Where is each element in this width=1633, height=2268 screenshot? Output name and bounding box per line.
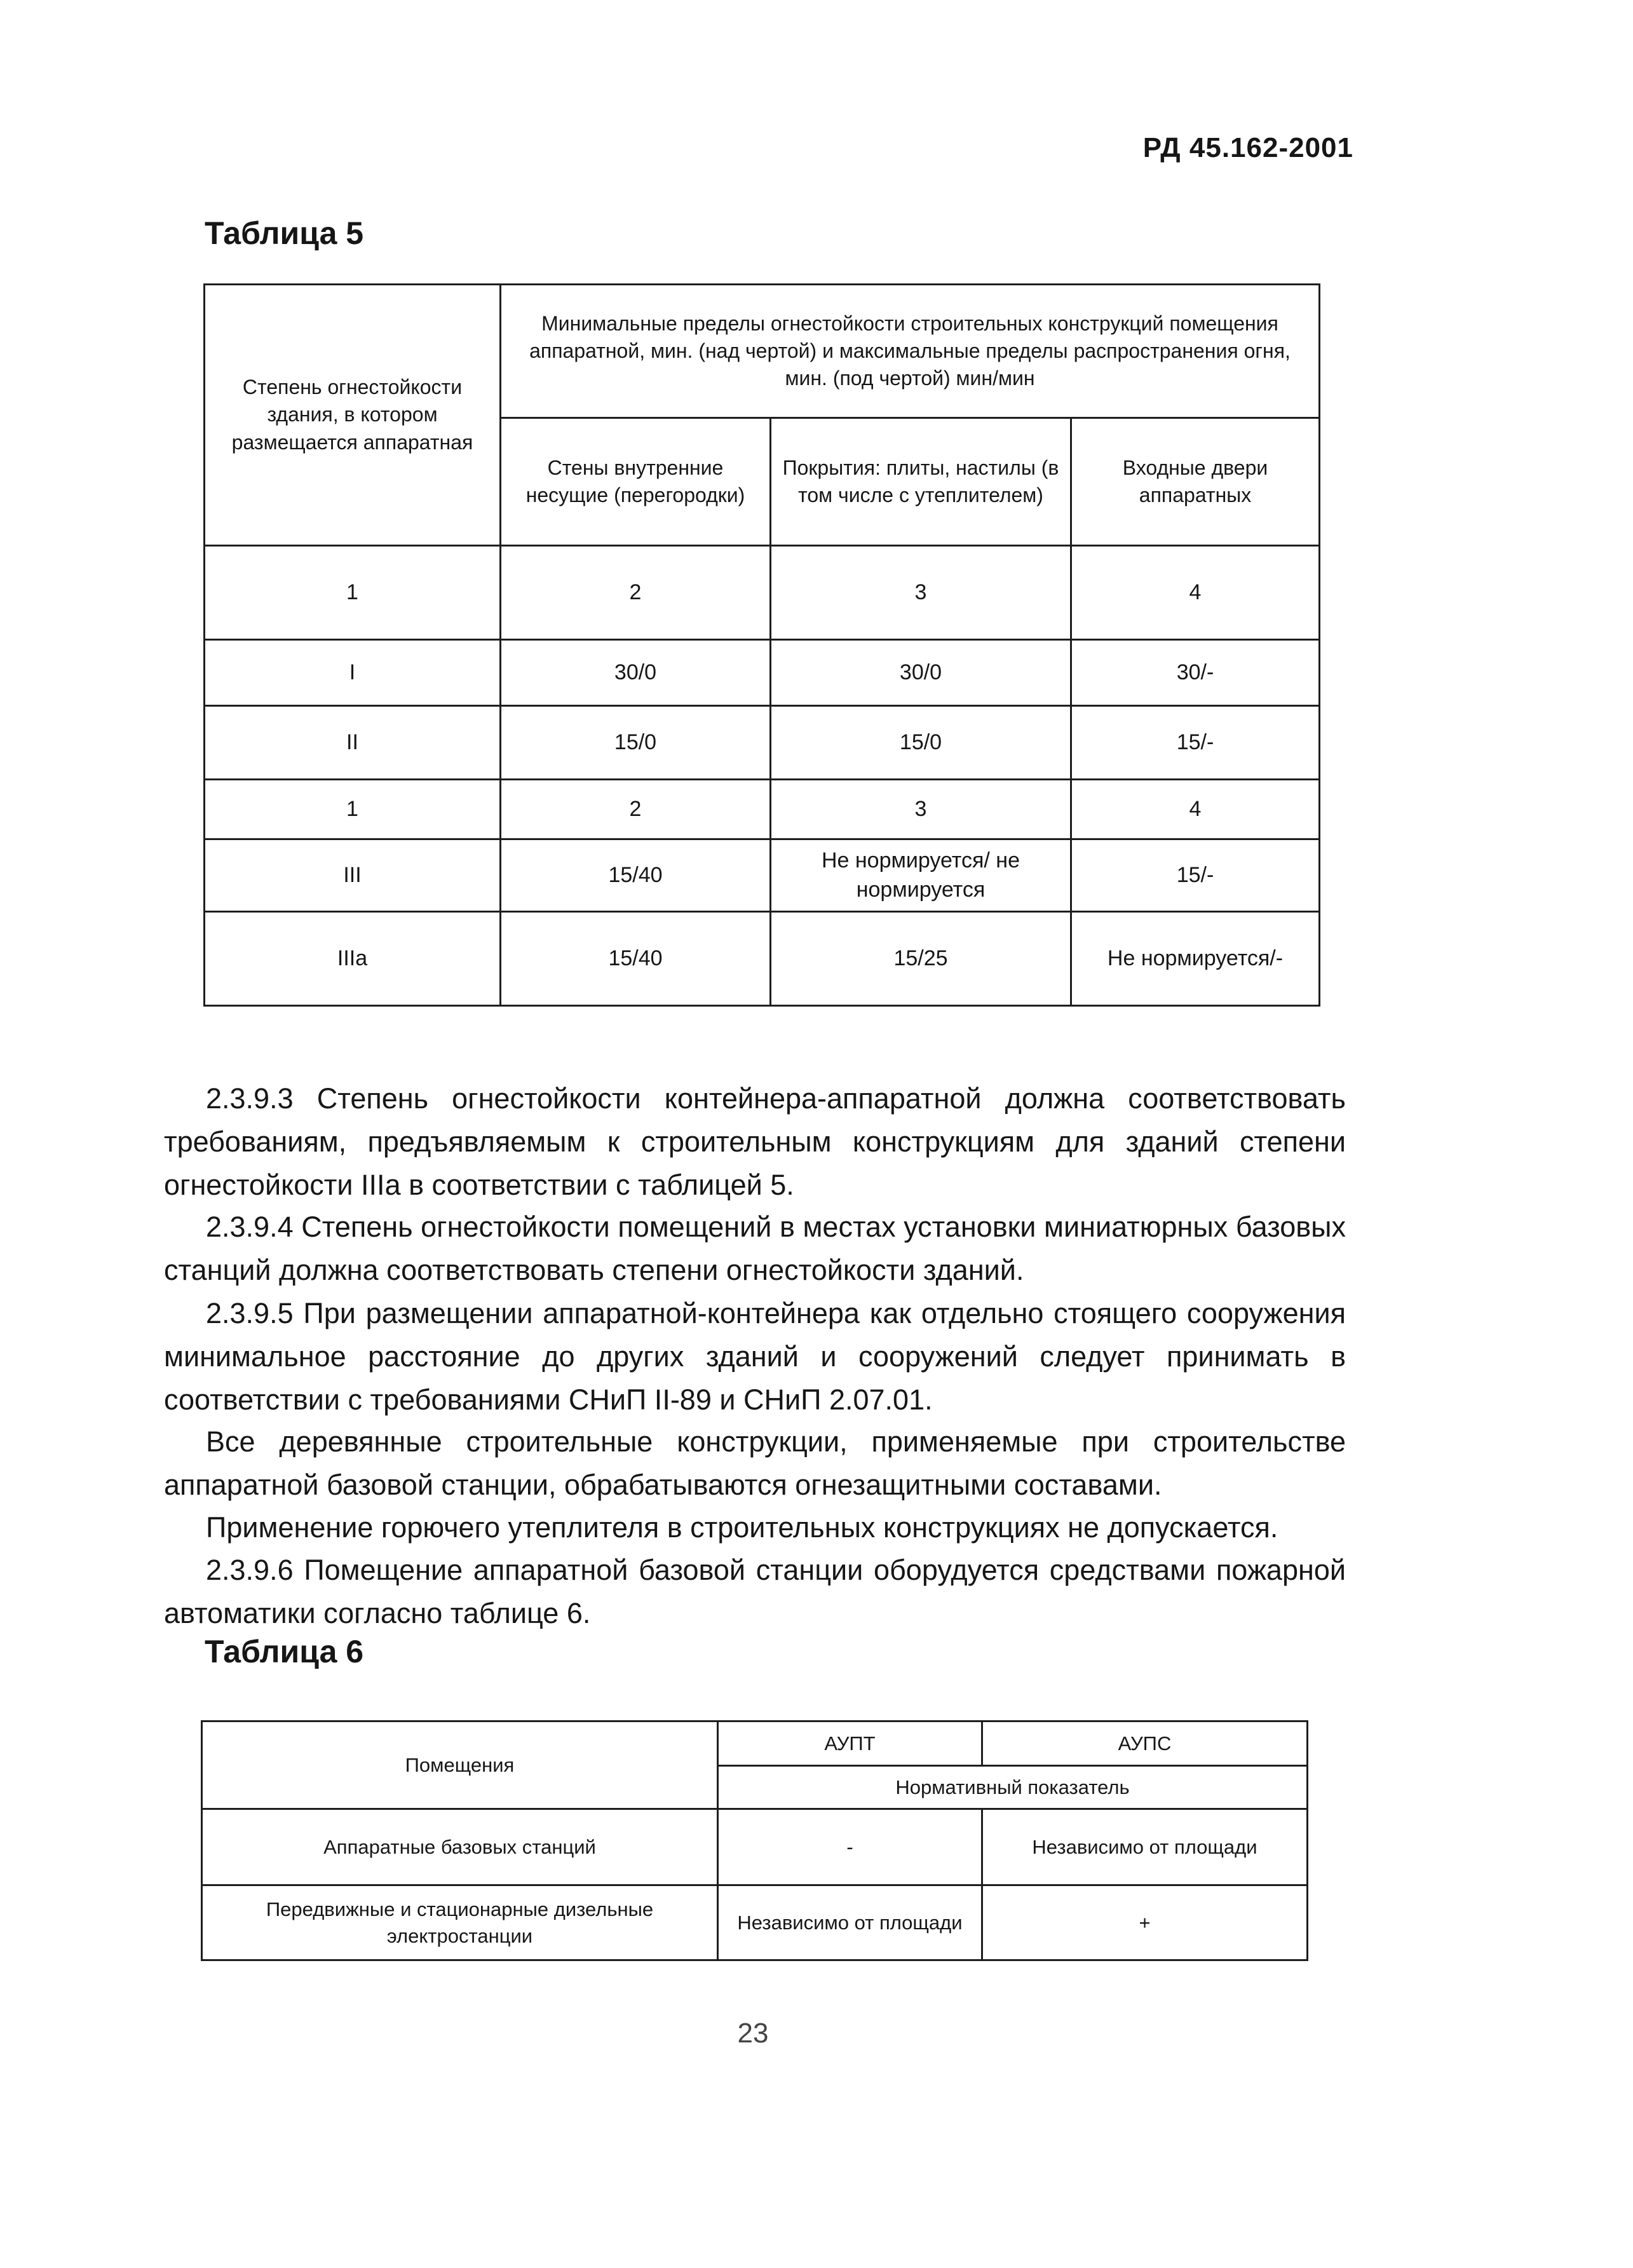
paragraph-text: 2.3.9.4 Степень огнестойкости помещений в местах установки миниатюрных базовых станций должна соответствовать степени огнестойкости зданий. bbox=[164, 1211, 1346, 1286]
fire-automation-table bbox=[201, 1720, 1308, 1961]
table-cell: Не нормируется/ не нормируется bbox=[771, 839, 1071, 912]
table5-col1-header: Степень огнестойкости здания, в котором размещается аппаратная bbox=[205, 285, 501, 546]
table-cell: II bbox=[205, 706, 501, 780]
table-cell: IIIa bbox=[205, 912, 501, 1006]
table-cell: + bbox=[982, 1885, 1308, 1960]
table6-col3-header: АУПС bbox=[982, 1721, 1308, 1766]
table-cell: Аппаратные базовых станций bbox=[202, 1809, 718, 1885]
page-number: 23 bbox=[737, 2018, 769, 2049]
table-row bbox=[205, 706, 1320, 780]
table-row bbox=[205, 839, 1320, 912]
table-cell: 4 bbox=[1071, 546, 1320, 640]
table-cell: III bbox=[205, 839, 501, 912]
paragraph-wooden-structures bbox=[164, 1420, 1346, 1507]
table6-caption: Таблица 6 bbox=[205, 1634, 364, 1669]
table-cell: Независимо от площади bbox=[718, 1885, 982, 1960]
table6-col1-header: Помещения bbox=[202, 1721, 718, 1809]
table-cell: 15/40 bbox=[501, 912, 771, 1006]
table-row bbox=[202, 1809, 1308, 1885]
table6-col2-header: АУПТ bbox=[718, 1721, 982, 1766]
table-row bbox=[205, 640, 1320, 706]
table5-subheader-doors: Входные двери аппаратных bbox=[1071, 418, 1320, 546]
table-cell: 15/40 bbox=[501, 839, 771, 912]
table-cell: - bbox=[718, 1809, 982, 1885]
document-code: РД 45.162-2001 bbox=[1142, 132, 1353, 163]
table-cell: I bbox=[205, 640, 501, 706]
paragraph-text: 2.3.9.6 Помещение аппаратной базовой станции оборудуется средствами пожарной автоматики согласно таблице 6. bbox=[164, 1554, 1346, 1629]
table-cell: 1 bbox=[205, 546, 501, 640]
table5-group-header: Минимальные пределы огнестойкости строительных конструкций помещения аппаратной, мин. (над чертой) и максимальные пределы распространения огня, мин. (под чертой) мин/мин bbox=[501, 285, 1320, 418]
table5-subheader-walls: Стены внутренние несущие (перегородки) bbox=[501, 418, 771, 546]
table-row bbox=[205, 912, 1320, 1006]
table-cell: 30/0 bbox=[771, 640, 1071, 706]
table5-caption: Таблица 5 bbox=[205, 215, 364, 251]
table6-subheader: Нормативный показатель bbox=[718, 1766, 1308, 1809]
table-cell: 2 bbox=[501, 780, 771, 839]
table-cell: Передвижные и стационарные дизельные электростанции bbox=[202, 1885, 718, 1960]
table-cell: 3 bbox=[771, 546, 1071, 640]
paragraph-text: Все деревянные строительные конструкции, применяемые при строительстве аппаратной базовой станции, обрабатываются огнезащитными составами. bbox=[164, 1425, 1346, 1501]
table-row bbox=[205, 780, 1320, 839]
table-cell: 15/- bbox=[1071, 839, 1320, 912]
table-cell: 15/0 bbox=[771, 706, 1071, 780]
paragraph-2-3-9-5 bbox=[164, 1292, 1346, 1422]
table-cell: 4 bbox=[1071, 780, 1320, 839]
table-cell: Не нормируется/- bbox=[1071, 912, 1320, 1006]
table-row bbox=[202, 1885, 1308, 1960]
table-row bbox=[205, 546, 1320, 640]
paragraph-2-3-9-3 bbox=[164, 1077, 1346, 1207]
paragraph-text: 2.3.9.5 При размещении аппаратной-контейнера как отдельно стоящего сооружения минимальное расстояние до других зданий и сооружений следует принимать в соответствии с требованиями СНиП II-89 и СНиП 2.07.01. bbox=[164, 1297, 1346, 1416]
table-cell: 3 bbox=[771, 780, 1071, 839]
paragraph-insulation bbox=[164, 1506, 1346, 1549]
table5-subheader-roofing: Покрытия: плиты, настилы (в том числе с утеплителем) bbox=[771, 418, 1071, 546]
fire-resistance-table bbox=[203, 283, 1320, 1007]
paragraph-text: 2.3.9.3 Степень огнестойкости контейнера-аппаратной должна соответствовать требованиям, предъявляемым к строительным конструкциям для зданий степени огнестойкости IIIa в соответствии с таблицей 5. bbox=[164, 1082, 1346, 1201]
paragraph-2-3-9-6 bbox=[164, 1549, 1346, 1635]
table-cell: Независимо от площади bbox=[982, 1809, 1308, 1885]
table-cell: 15/0 bbox=[501, 706, 771, 780]
paragraph-text: Применение горючего утеплителя в строительных конструкциях не допускается. bbox=[206, 1511, 1278, 1544]
table-cell: 15/- bbox=[1071, 706, 1320, 780]
table-cell: 30/- bbox=[1071, 640, 1320, 706]
table-cell: 15/25 bbox=[771, 912, 1071, 1006]
table-cell: 2 bbox=[501, 546, 771, 640]
paragraph-2-3-9-4 bbox=[164, 1205, 1346, 1292]
table-cell: 1 bbox=[205, 780, 501, 839]
table-cell: 30/0 bbox=[501, 640, 771, 706]
